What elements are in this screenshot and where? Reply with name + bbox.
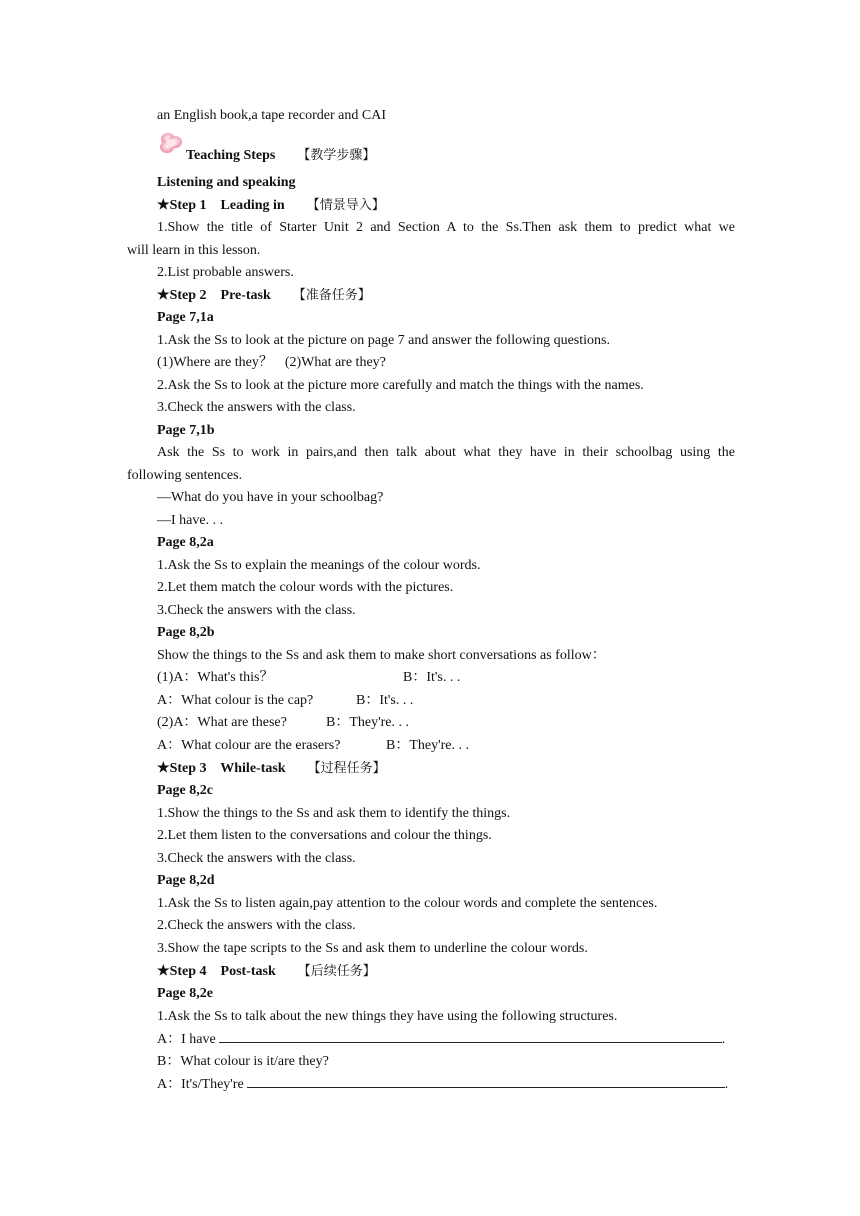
answer-blank-1 <box>219 1030 722 1043</box>
step1-cn: 【情景导入】 <box>306 198 385 213</box>
step1-paragraph-1-line-2: will learn in this lesson. <box>127 243 261 258</box>
page-8-2d-label: Page 8,2d <box>157 873 215 888</box>
step3-2c-item-1: 1.Show the things to the Ss and ask them to identify the things. <box>157 806 511 821</box>
step2-2a-item-3: 3.Check the answers with the class. <box>157 603 356 618</box>
step3-title: Step 3 While-task <box>169 761 286 776</box>
conversation-row-2 <box>157 692 735 710</box>
step1-paragraph-1-line-1: 1.Show the title of Starter Unit 2 and Section A to the Ss.Then ask them to predict what we <box>157 220 735 235</box>
step2-1b-dialog-2: —I have. . . <box>157 513 224 528</box>
structure-line-1 <box>157 1030 735 1048</box>
conversation-a: A：What colour is the cap? <box>157 693 314 708</box>
step1-paragraph-2: 2.List probable answers. <box>157 265 294 280</box>
page-8-2c-label: Page 8,2c <box>157 783 213 798</box>
structure-line-2: B：What colour is it/are they? <box>157 1054 329 1069</box>
question-1: (1)Where are they？ <box>157 355 273 370</box>
step2-cn: 【准备任务】 <box>292 288 371 303</box>
step3-2d-item-2: 2.Check the answers with the class. <box>157 918 356 933</box>
structure-line-3 <box>157 1075 735 1093</box>
step2-1a-item-2: 2.Ask the Ss to look at the picture more carefully and match the things with the names. <box>157 378 644 393</box>
step4-cn: 【后续任务】 <box>297 964 376 979</box>
page-8-2b-label: Page 8,2b <box>157 625 215 640</box>
step2-1b-dialog-1: —What do you have in your schoolbag? <box>157 490 384 505</box>
conversation-row-3 <box>157 714 735 732</box>
star-icon: ★ <box>157 198 170 213</box>
conversation-a: (1)A：What's this？ <box>157 670 274 685</box>
period-mark: . <box>724 1077 729 1092</box>
answer-blank-2 <box>247 1075 725 1088</box>
step3-2c-item-3: 3.Check the answers with the class. <box>157 851 356 866</box>
step4-heading <box>157 963 735 981</box>
step2-2a-item-1: 1.Ask the Ss to explain the meanings of the colour words. <box>157 558 481 573</box>
conversation-b: B：They're. . . <box>386 738 470 753</box>
conversation-b: B：It's. . . <box>403 670 461 685</box>
page-7-1a-label: Page 7,1a <box>157 310 214 325</box>
teaching-steps-heading <box>186 147 764 165</box>
step2-1b-line-2: following sentences. <box>127 468 243 483</box>
step3-2d-item-1: 1.Ask the Ss to listen again,pay attention to the colour words and complete the sentences. <box>157 896 658 911</box>
star-icon: ★ <box>157 964 170 979</box>
step3-2d-item-3: 3.Show the tape scripts to the Ss and ask them to underline the colour words. <box>157 941 588 956</box>
step2-2b-instruction: Show the things to the Ss and ask them to make short conversations as follow： <box>157 648 606 663</box>
step4-2e-item-1: 1.Ask the Ss to talk about the new things they have using the following structures. <box>157 1009 618 1024</box>
page-7-1b-label: Page 7,1b <box>157 423 215 438</box>
step1-title: Step 1 Leading in <box>169 198 285 213</box>
conversation-row-1 <box>157 669 735 687</box>
conversation-b: B：They're. . . <box>326 715 410 730</box>
question-2: (2)What are they? <box>284 355 386 370</box>
conversation-b: B：It's. . . <box>356 693 414 708</box>
step2-1a-item-3: 3.Check the answers with the class. <box>157 400 356 415</box>
period-mark: . <box>721 1032 726 1047</box>
step1-heading <box>157 197 735 215</box>
conversation-a: A：What colour are the erasers? <box>157 738 341 753</box>
conversation-a: (2)A：What are these? <box>157 715 287 730</box>
step2-heading <box>157 287 735 305</box>
section-title: Listening and speaking <box>157 175 296 190</box>
teaching-steps-label: Teaching Steps <box>186 148 276 163</box>
step2-1a-item-1: 1.Ask the Ss to look at the picture on page 7 and answer the following questions. <box>157 333 610 348</box>
page-8-2e-label: Page 8,2e <box>157 986 213 1001</box>
teaching-steps-cn: 【教学步骤】 <box>297 148 376 163</box>
structure-a-prompt: A：I have <box>157 1032 216 1047</box>
star-icon: ★ <box>157 761 170 776</box>
step3-cn: 【过程任务】 <box>307 761 386 776</box>
step2-2a-item-2: 2.Let them match the colour words with the pictures. <box>157 580 454 595</box>
step2-title: Step 2 Pre-task <box>169 288 271 303</box>
step3-2c-item-2: 2.Let them listen to the conversations and colour the things. <box>157 828 492 843</box>
step3-heading <box>157 760 735 778</box>
step2-1b-line-1: Ask the Ss to work in pairs,and then talk about what they have in their schoolbag using the <box>157 445 735 460</box>
step2-1a-questions <box>157 354 735 372</box>
page-8-2a-label: Page 8,2a <box>157 535 214 550</box>
star-icon: ★ <box>157 288 170 303</box>
materials-line: an English book,a tape recorder and CAI <box>157 108 386 123</box>
flower-icon <box>157 130 185 158</box>
conversation-row-4 <box>157 737 735 755</box>
step4-title: Step 4 Post-task <box>169 964 276 979</box>
structure-a-prompt: A：It's/They're <box>157 1077 244 1092</box>
